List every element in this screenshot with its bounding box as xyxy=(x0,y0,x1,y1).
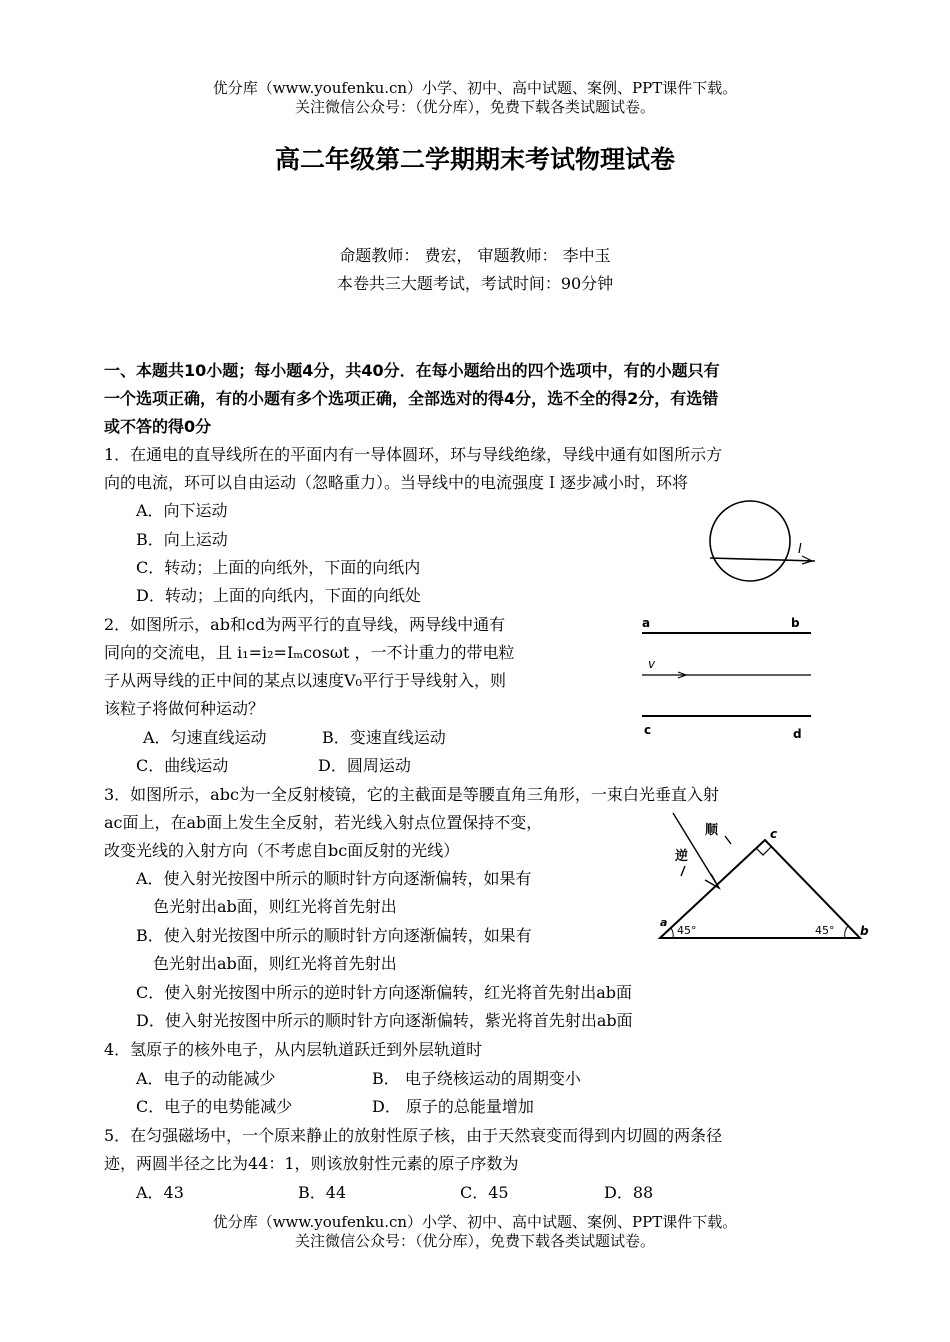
q3-figure-prism xyxy=(655,808,875,948)
q4-stem: 4．氢原子的核外电子，从内层轨道跃迁到外层轨道时 xyxy=(104,1040,483,1059)
q5-option-c: C．45 xyxy=(460,1183,509,1202)
footer-line-2: 关注微信公众号：（优分库），免费下载各类试题试卷。 xyxy=(294,1232,655,1250)
q3-option-a-line-1: A．使入射光按图中所示的顺时针方向逐渐偏转，如果有 xyxy=(136,869,532,888)
header-line-1: 优分库（www.youfenku.cn）小学、初中、高中试题、案例、PPT课件下载。 xyxy=(212,79,738,97)
vertex-b: b xyxy=(860,924,869,938)
label-c: c xyxy=(644,723,652,737)
q5-option-a: A．43 xyxy=(136,1183,184,1202)
q3-stem-line-3: 改变光线的入射方向（不考虑自bc面反射的光线） xyxy=(104,841,460,860)
q2-option-a: A．匀速直线运动 xyxy=(143,728,267,747)
q3-option-b-line-1: B．使入射光按图中所示的顺时针方向逐渐偏转，如果有 xyxy=(136,926,532,945)
clockwise-arrow-icon xyxy=(725,836,731,844)
q4-option-c: C．电子的电势能减少 xyxy=(136,1097,293,1116)
section1-line-3: 或不答的得0分 xyxy=(104,417,212,436)
angle-a-arc xyxy=(671,928,673,938)
header-line-2: 关注微信公众号：（优分库），免费下载各类试题试卷。 xyxy=(294,98,655,116)
teachers-line: 命题教师： 费宏， 审题教师： 李中玉 xyxy=(339,246,611,265)
section1-line-2: 一个选项正确，有的小题有多个选项正确，全部选对的得4分，选不全的得2分，有选错 xyxy=(104,389,719,408)
label-v: v xyxy=(648,657,656,671)
q5-option-d: D．88 xyxy=(604,1183,654,1202)
q2-stem-line-3: 子从两导线的正中间的某点以速度V₀平行于导线射入，则 xyxy=(104,671,506,690)
label-a: a xyxy=(642,616,651,630)
vertex-a: a xyxy=(660,916,668,929)
q3-option-a-line-2: 色光射出ab面，则红光将首先射出 xyxy=(153,897,397,916)
q4-option-a: A．电子的动能减少 xyxy=(136,1069,276,1088)
q3-option-d: D．使入射光按图中所示的顺时针方向逐渐偏转，紫光将首先射出ab面 xyxy=(136,1011,633,1030)
q1-stem-line-2: 向的电流，环可以自由运动（忽略重力）。当导线中的电流强度Ｉ逐步减小时，环将 xyxy=(104,473,689,492)
ring-circle xyxy=(710,501,790,581)
q4-option-d: D． 原子的总能量增加 xyxy=(372,1097,534,1116)
angle-b-label: 45° xyxy=(815,924,835,937)
q2-figure-parallel-wires xyxy=(636,610,820,745)
q4-option-b: B． 电子绕核运动的周期变小 xyxy=(372,1069,581,1088)
q5-stem-line-1: 5．在匀强磁场中，一个原来静止的放射性原子核，由于天然衰变而得到内切圆的两条径 xyxy=(104,1126,723,1145)
current-label: I xyxy=(798,542,802,557)
footer-line-1: 优分库（www.youfenku.cn）小学、初中、高中试题、案例、PPT课件下载。 xyxy=(212,1213,738,1231)
clockwise-label: 顺 xyxy=(705,823,719,838)
counterclockwise-label: 逆 xyxy=(675,849,689,864)
exam-info: 本卷共三大题考试，考试时间：90分钟 xyxy=(336,274,614,293)
angle-a-label: 45° xyxy=(677,924,697,937)
wire-line xyxy=(710,558,815,561)
q2-stem-line-2: 同向的交流电，且 i₁=i₂=Iₘcosωt ，一不计重力的带电粒 xyxy=(104,643,515,662)
q3-stem-line-2: ac面上，在ab面上发生全反射，若光线入射点位置保持不变， xyxy=(104,813,543,832)
q1-option-d: D．转动；上面的向纸内，下面的向纸处 xyxy=(136,586,421,605)
q1-option-c: C．转动；上面的向纸外，下面的向纸内 xyxy=(136,558,421,577)
counterclockwise-arrow-icon xyxy=(681,866,685,876)
q1-stem-line-1: 1．在通电的直导线所在的平面内有一导体圆环，环与导线绝缘，导线中通有如图所示方 xyxy=(104,445,723,464)
angle-b-arc xyxy=(845,926,848,938)
vertex-c: c xyxy=(770,827,778,841)
q3-option-c: C．使入射光按图中所示的逆时针方向逐渐偏转，红光将首先射出ab面 xyxy=(136,983,633,1002)
q2-option-c: C．曲线运动 xyxy=(136,756,229,775)
q5-option-b: B．44 xyxy=(298,1183,347,1202)
page-title: 高二年级第二学期期末考试物理试卷 xyxy=(274,145,675,174)
right-angle-mark xyxy=(756,847,771,855)
q1-figure-ring-wire xyxy=(690,495,840,605)
q3-option-b-line-2: 色光射出ab面，则红光将首先射出 xyxy=(153,954,397,973)
q2-stem-line-4: 该粒子将做何种运动？ xyxy=(104,699,265,718)
q2-stem-line-1: 2．如图所示，ab和cd为两平行的直导线，两导线中通有 xyxy=(104,615,506,634)
q1-option-b: B．向上运动 xyxy=(136,530,228,549)
q1-option-a: A．向下运动 xyxy=(136,501,228,520)
q2-option-b: B．变速直线运动 xyxy=(322,728,446,747)
q3-stem-line-1: 3．如图所示，abc为一全反射棱镜，它的主截面是等腰直角三角形，一束白光垂直入射 xyxy=(104,785,719,804)
label-d: d xyxy=(793,727,802,741)
q5-stem-line-2: 迹，两圆半径之比为44：1，则该放射性元素的原子序数为 xyxy=(104,1154,519,1173)
q2-option-d: D．圆周运动 xyxy=(318,756,411,775)
section1-line-1: 一、本题共10小题；每小题4分，共40分．在每小题给出的四个选项中，有的小题只有 xyxy=(104,361,720,380)
label-b: b xyxy=(791,616,800,630)
